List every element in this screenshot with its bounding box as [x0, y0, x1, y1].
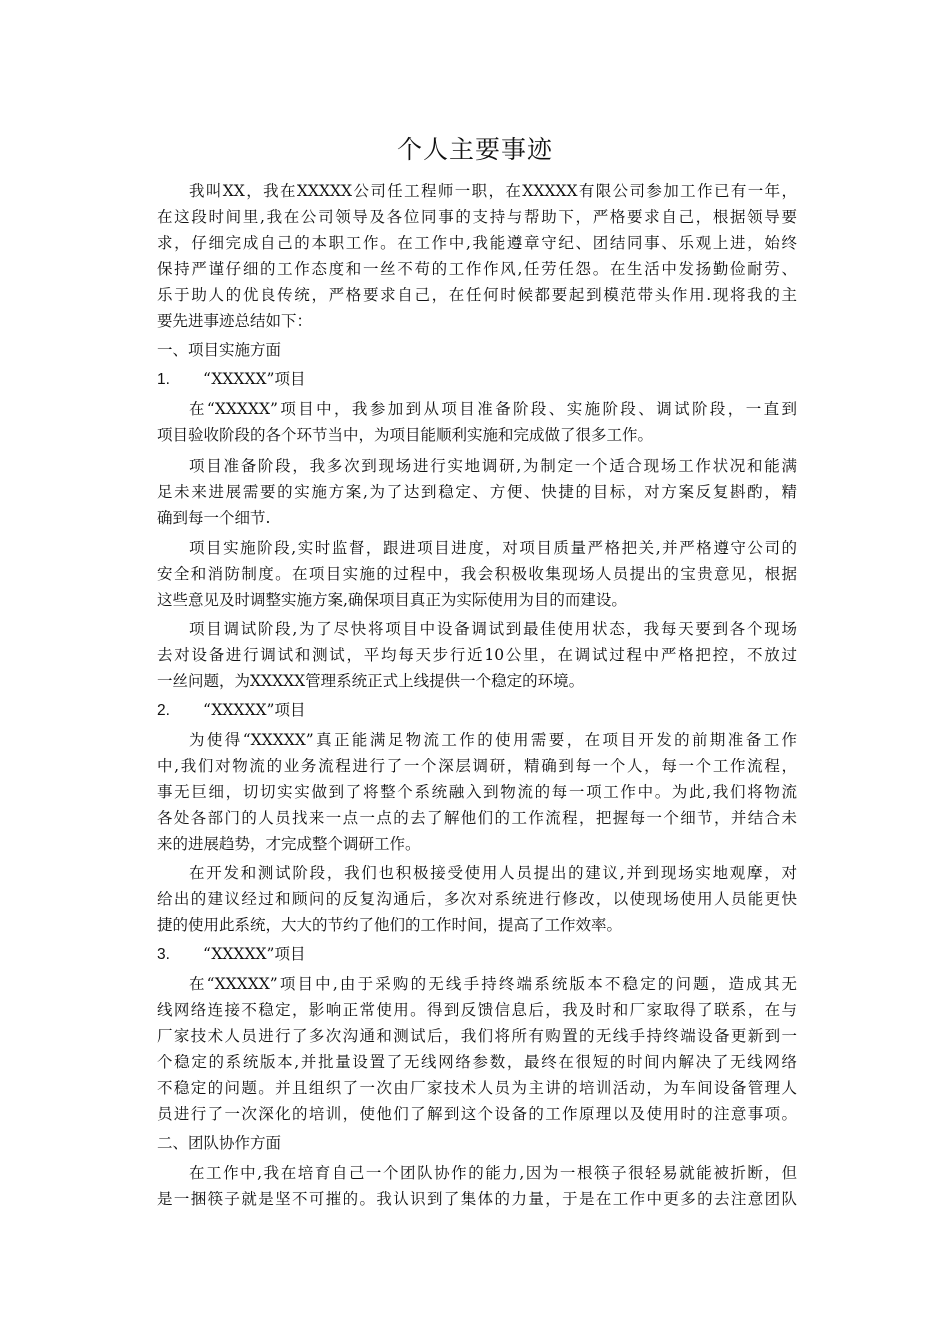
text-line: 线网络连接不稳定，影响正常使用。得到反馈信息后，我及时和厂家取得了联系，在与	[157, 1001, 797, 1019]
text-line: 安全和消防制度。在项目实施的过程中，我会积极收集现场人员提出的宝贵意见，根据	[157, 565, 797, 583]
numbered-heading	[157, 366, 305, 392]
text-line: 个稳定的系统版本,并批量设置了无线网络参数，最终在很短的时间内解决了无线网络	[157, 1053, 797, 1071]
text-line: 去对设备进行调试和测试，平均每天步行近10公里，在调试过程中严格把控，不放过	[157, 646, 797, 664]
text-line: 在工作中,我在培育自己一个团队协作的能力,因为一根筷子很轻易就能被折断，但	[189, 1164, 797, 1182]
text-line: 在开发和测试阶段，我们也积极接受使用人员提出的建议,并到现场实地观摩，对	[189, 864, 797, 882]
text-line: 确到每一个细节.	[157, 509, 271, 527]
item-number: 1.	[157, 371, 170, 388]
text-line: 一丝问题，为XXXXX管理系统正式上线提供一个稳定的环境。	[157, 672, 585, 690]
text-line: 事无巨细，切切实实做到了将整个系统融入到物流的每一项工作中。为此,我们将物流	[157, 783, 797, 801]
text-line: 足未来进展需要的实施方案,为了达到稳定、方便、快捷的目标，对方案反复斟酌，精	[157, 483, 797, 501]
text-line: 各处各部门的人员找来一点一点的去了解他们的工作流程，把握每一个细节，并结合未	[157, 809, 797, 827]
text-line: 给出的建议经过和顾问的反复沟通后，多次对系统进行修改，以使现场使用人员能更快	[157, 890, 797, 908]
text-line: 项目实施阶段,实时监督，跟进项目进度，对项目质量严格把关,并严格遵守公司的	[189, 539, 797, 557]
text-line: 在“XXXXX”项目中，我参加到从项目准备阶段、实施阶段、调试阶段，一直到	[189, 400, 797, 418]
numbered-heading	[157, 697, 305, 723]
text-line: 员进行了一次深化的培训，使他们了解到这个设备的工作原理以及使用时的注意事项。	[157, 1105, 797, 1123]
section-heading: 二、团队协作方面	[157, 1134, 282, 1152]
item-number: 3.	[157, 946, 170, 963]
text-line: 厂家技术人员进行了多次沟通和测试后，我们将所有购置的无线手持终端设备更新到一	[157, 1027, 797, 1045]
text-line: 要先进事迹总结如下：	[157, 312, 313, 330]
text-line: 求，仔细完成自己的本职工作。在工作中,我能遵章守纪、团结同事、乐观上进，始终	[157, 234, 797, 252]
text-line: 不稳定的问题。并且组织了一次由厂家技术人员为主讲的培训活动，为车间设备管理人	[157, 1079, 797, 1097]
item-label: “XXXXX”项目	[203, 701, 306, 719]
text-line: 来的进展趋势，才完成整个调研工作。	[157, 835, 421, 853]
document-title: 个人主要事迹	[396, 135, 553, 164]
text-line: 在这段时间里,我在公司领导及各位同事的支持与帮助下，严格要求自己，根据领导要	[157, 208, 797, 226]
text-line: 项目调试阶段,为了尽快将项目中设备调试到最佳使用状态，我每天要到各个现场	[189, 620, 797, 638]
text-line: 在“XXXXX”项目中,由于采购的无线手持终端系统版本不稳定的问题，造成其无	[189, 975, 797, 993]
text-line: 我叫XX，我在XXXXX公司任工程师一职，在XXXXX有限公司参加工作已有一年，	[189, 182, 797, 200]
numbered-heading	[157, 941, 305, 967]
text-line: 乐于助人的优良传统，严格要求自己，在任何时候都要起到模范带头作用.现将我的主	[157, 286, 797, 304]
text-line: 中,我们对物流的业务流程进行了一个深层调研，精确到每一个人，每一个工作流程，	[157, 757, 797, 775]
text-line: 是一捆筷子就是坚不可摧的。我认识到了集体的力量，于是在工作中更多的去注意团队	[157, 1190, 797, 1208]
text-line: 捷的使用此系统，大大的节约了他们的工作时间，提高了工作效率。	[157, 916, 623, 934]
item-label: “XXXXX”项目	[203, 945, 306, 963]
text-line: 项目验收阶段的各个环节当中，为项目能顺利实施和完成做了很多工作。	[157, 426, 654, 444]
text-line: 为使得“XXXXX”真正能满足物流工作的使用需要，在项目开发的前期准备工作	[189, 731, 797, 749]
text-line: 保持严谨仔细的工作态度和一丝不苟的工作作风,任劳任怨。在生活中发扬勤俭耐劳、	[157, 260, 797, 278]
item-number: 2.	[157, 702, 170, 719]
section-heading: 一、项目实施方面	[157, 341, 282, 359]
text-line: 这些意见及时调整实施方案,确保项目真正为实际使用为目的而建设。	[157, 591, 627, 609]
text-line: 项目准备阶段，我多次到现场进行实地调研,为制定一个适合现场工作状况和能满	[189, 457, 797, 475]
item-label: “XXXXX”项目	[203, 370, 306, 388]
